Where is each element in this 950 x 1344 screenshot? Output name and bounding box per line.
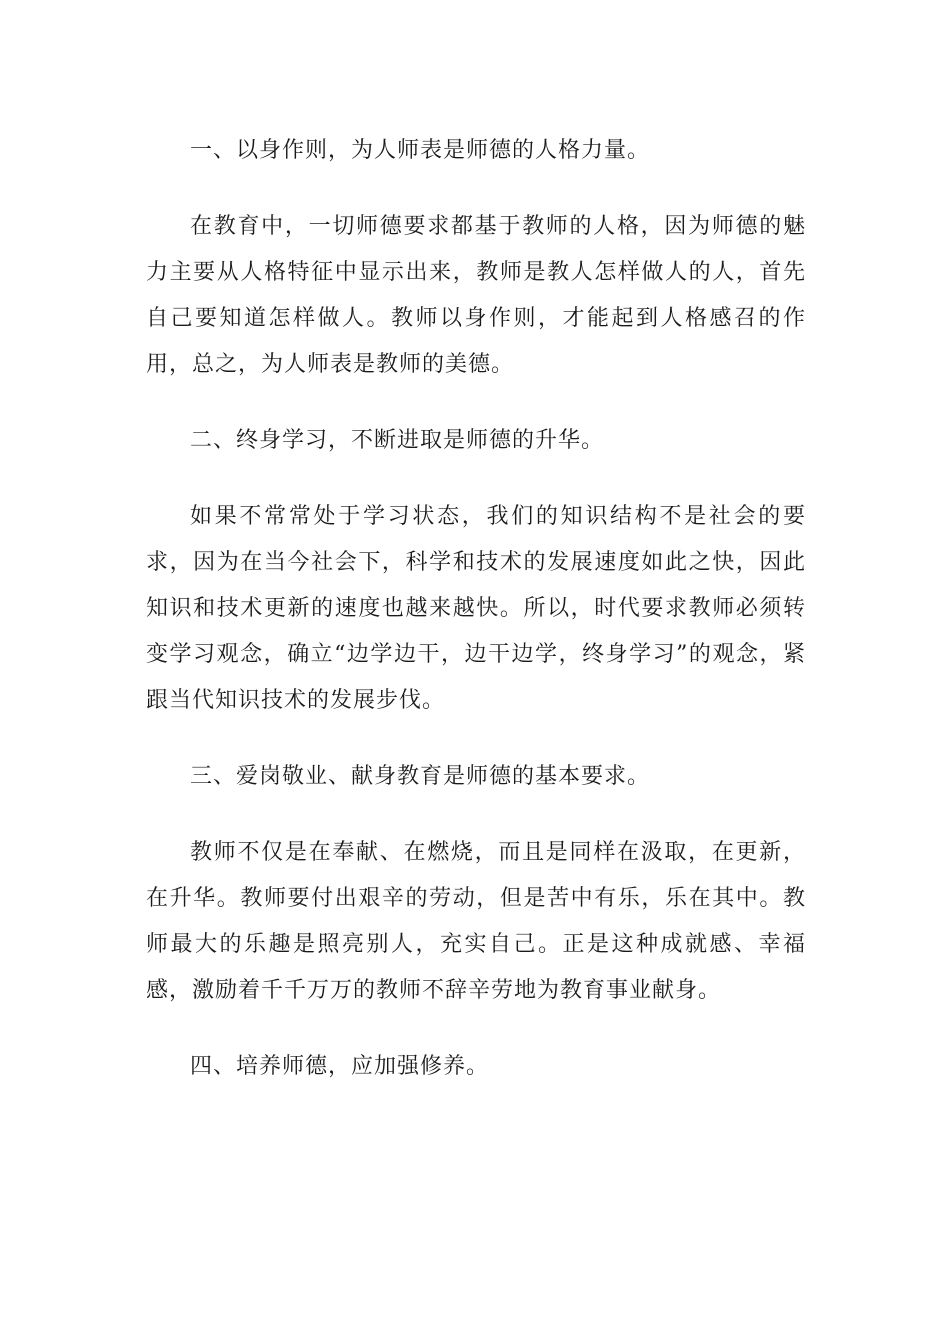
- section-heading-3: 三、爱岗敬业、献身教育是师德的基本要求。: [190, 764, 651, 789]
- section-paragraph-1: 在教育中，一切师德要求都基于教师的人格，因为师德的魅力主要从人格特征中显示出来，教师是教人怎样做人的人，首先自己要知道怎样做人。教师以身作则，才能起到人格感召的作用，总之，为人师表是教师的美德。: [146, 214, 806, 377]
- section-paragraph-2: 如果不常常处于学习状态，我们的知识结构不是社会的要求，因为在当今社会下，科学和技术的发展速度如此之快，因此知识和技术更新的速度也越来越快。所以，时代要求教师必须转变学习观念，确立“边学边干，边干边学，终身学习”的观念，紧跟当代知识技术的发展步伐。: [146, 504, 806, 713]
- section-heading-4: 四、培养师德，应加强修养。: [190, 1054, 490, 1079]
- section-paragraph-3: 教师不仅是在奉献、在燃烧，而且是同样在汲取，在更新，在升华。教师要付出艰辛的劳动，但是苦中有乐，乐在其中。教师最大的乐趣是照亮别人，充实自己。正是这种成就感、幸福感，激励着千千万万的教师不辞辛劳地为教育事业献身。: [146, 840, 806, 1003]
- document-body: [146, 128, 806, 1120]
- section-heading-1: 一、以身作则，为人师表是师德的人格力量。: [190, 138, 651, 163]
- section-heading-2: 二、终身学习，不断进取是师德的升华。: [190, 428, 605, 453]
